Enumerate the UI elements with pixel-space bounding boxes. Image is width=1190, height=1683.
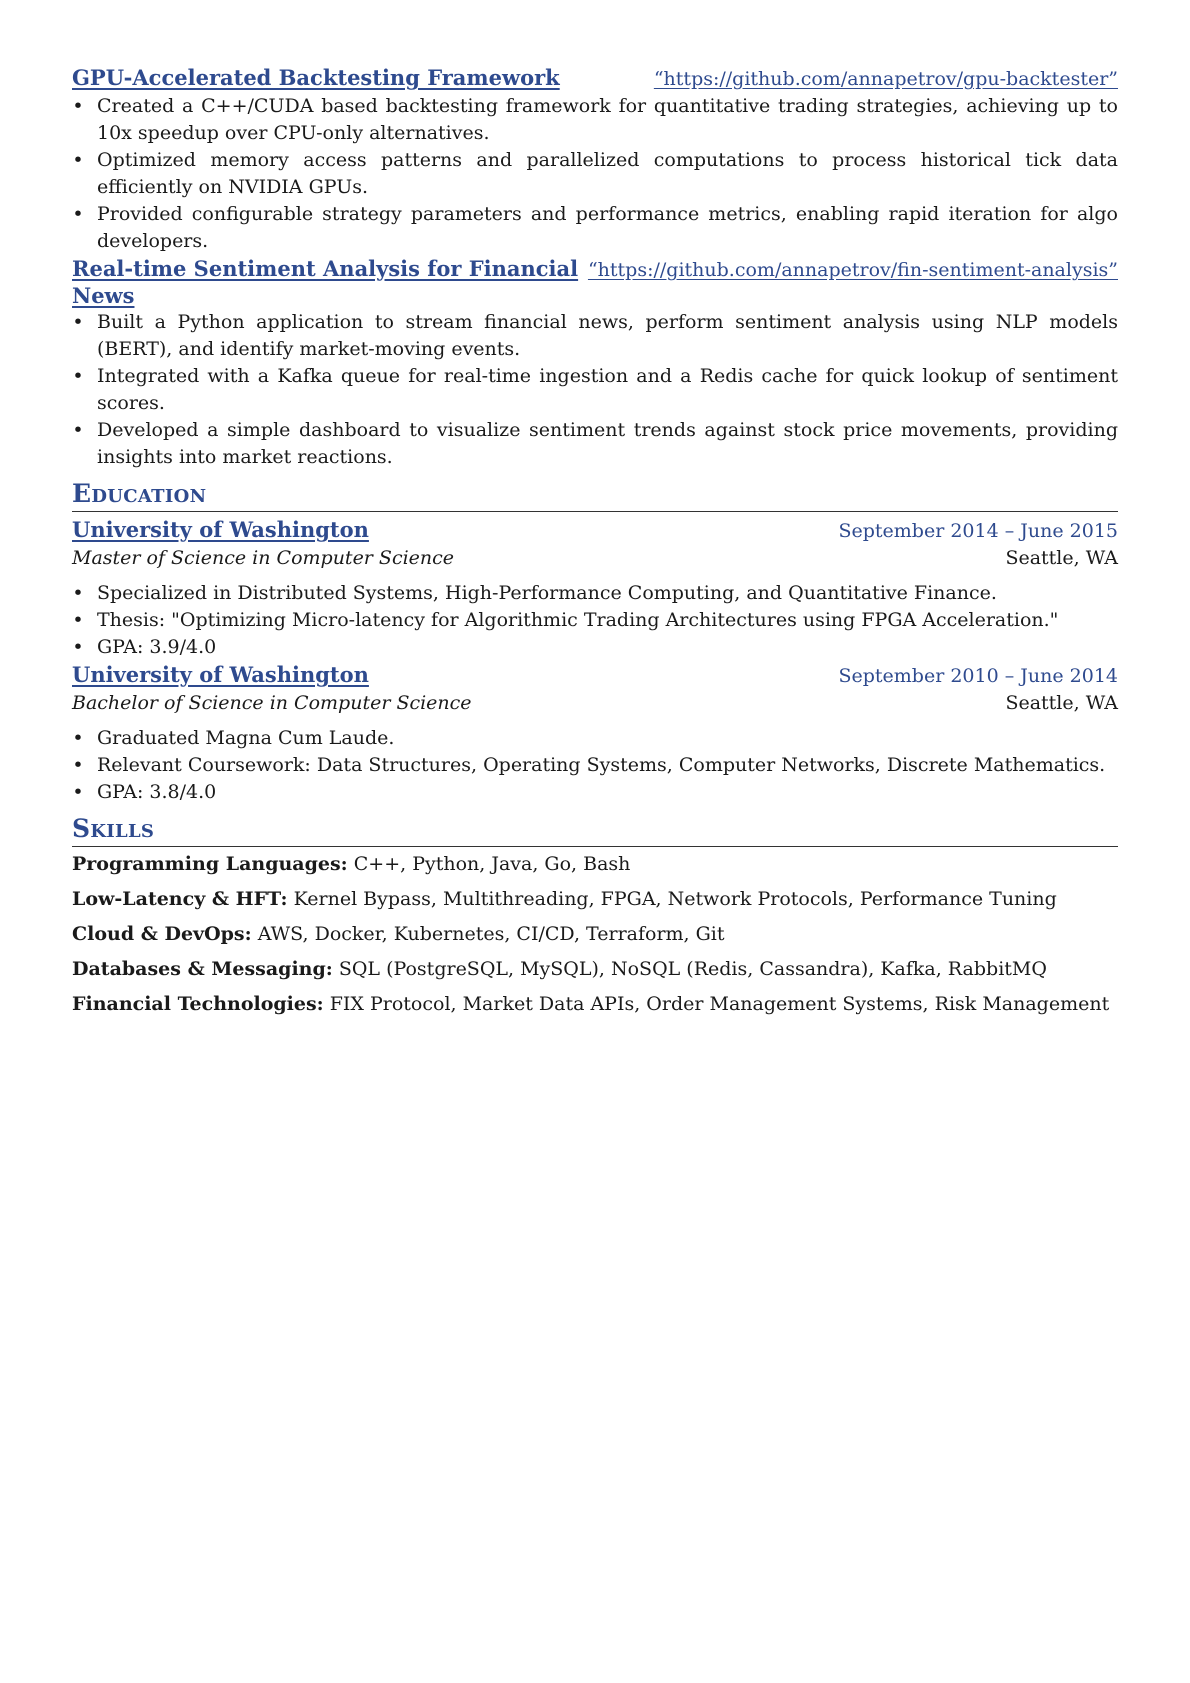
project-title-link[interactable]: GPU-Accelerated Backtesting Framework: [72, 65, 560, 90]
list-item: • GPA: 3.9/4.0: [97, 634, 1118, 661]
education-header: [72, 516, 1118, 545]
list-item: • Thesis: "Optimizing Micro-latency for Algorithmic Trading Architectures using FPGA Acceleration.": [97, 607, 1118, 634]
skill-value: FIX Protocol, Market Data APIs, Order Management Systems, Risk Management: [323, 993, 1110, 1015]
project-bullets: [72, 93, 1118, 255]
list-item: • GPA: 3.8/4.0: [97, 779, 1118, 806]
skill-row: [72, 851, 1118, 878]
skill-label: Programming Languages:: [72, 853, 348, 875]
list-item: • Specialized in Distributed Systems, High-Performance Computing, and Quantitative Finance.: [97, 580, 1118, 607]
education-dates: September 2010 – June 2014: [838, 665, 1118, 687]
location: Seattle, WA: [1005, 547, 1118, 569]
project-url-link[interactable]: “https://github.com/annapetrov/gpu-backtester”: [653, 68, 1118, 90]
skill-row: [72, 921, 1118, 948]
project-entry: [72, 64, 1118, 255]
skill-row: [72, 956, 1118, 983]
skill-label: Financial Technologies:: [72, 993, 324, 1015]
list-item: • Optimized memory access patterns and parallelized computations to process historical tick data efficiently on NVIDIA GPUs.: [97, 147, 1118, 201]
skill-value: AWS, Docker, Kubernetes, CI/CD, Terraform, Git: [251, 923, 725, 945]
education-header: [72, 661, 1118, 690]
skill-value: Kernel Bypass, Multithreading, FPGA, Network Protocols, Performance Tuning: [287, 888, 1057, 910]
location: Seattle, WA: [1005, 692, 1118, 714]
school-link[interactable]: University of Washington: [72, 662, 369, 687]
section-heading-education: Education: [72, 479, 1118, 512]
school-link[interactable]: University of Washington: [72, 517, 369, 542]
list-item: • Graduated Magna Cum Laude.: [97, 725, 1118, 752]
skill-value: SQL (PostgreSQL, MySQL), NoSQL (Redis, Cassandra), Kafka, RabbitMQ: [332, 958, 1047, 980]
skill-row: [72, 886, 1118, 913]
list-item: • Developed a simple dashboard to visualize sentiment trends against stock price movements, providing insights into market reactions.: [97, 417, 1118, 471]
list-item: • Integrated with a Kafka queue for real-time ingestion and a Redis cache for quick lookup of sentiment scores.: [97, 363, 1118, 417]
education-dates: September 2014 – June 2015: [838, 520, 1118, 542]
list-item: • Provided configurable strategy parameters and performance metrics, enabling rapid iteration for algo developers.: [97, 201, 1118, 255]
skill-row: [72, 991, 1118, 1018]
education-subheader: [72, 690, 1118, 717]
education-entry: [72, 661, 1118, 806]
section-heading-skills: Skills: [72, 814, 1118, 847]
skills-list: [72, 851, 1118, 1018]
list-item: • Created a C++/CUDA based backtesting framework for quantitative trading strategies, achieving up to 10x speedup over CPU-only alternatives.: [97, 93, 1118, 147]
project-url-link[interactable]: “https://github.com/annapetrov/fin-sentiment-analysis”: [587, 259, 1118, 281]
project-bullets: [72, 309, 1118, 471]
skill-label: Databases & Messaging:: [72, 958, 333, 980]
list-item: • Built a Python application to stream financial news, perform sentiment analysis using NLP models (BERT), and identify market-moving events.: [97, 309, 1118, 363]
education-entry: [72, 516, 1118, 661]
skill-label: Cloud & DevOps:: [72, 923, 252, 945]
project-title-link[interactable]: Real-time Sentiment Analysis for Financial News: [72, 256, 579, 308]
project-entry: [72, 255, 1118, 471]
project-header: [72, 64, 1118, 93]
degree: Bachelor of Science in Computer Science: [72, 692, 472, 714]
education-bullets: [72, 580, 1118, 661]
degree: Master of Science in Computer Science: [72, 547, 455, 569]
skill-value: C++, Python, Java, Go, Bash: [347, 853, 631, 875]
project-header: [72, 255, 1118, 309]
education-subheader: [72, 545, 1118, 572]
skill-label: Low-Latency & HFT:: [72, 888, 288, 910]
list-item: • Relevant Coursework: Data Structures, Operating Systems, Computer Networks, Discrete Mathematics.: [97, 752, 1118, 779]
education-bullets: [72, 725, 1118, 806]
